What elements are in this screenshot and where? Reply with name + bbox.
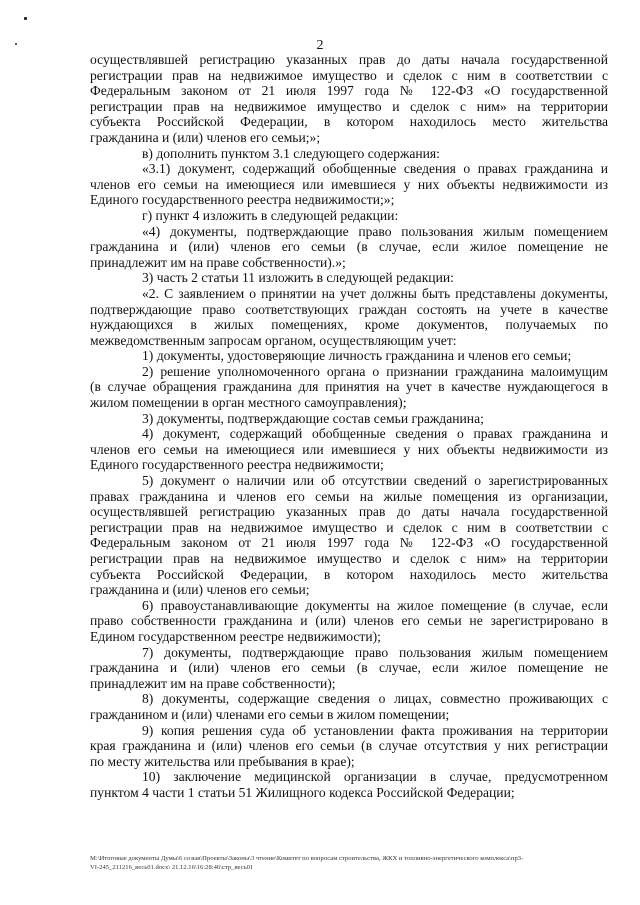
text-line: гражданина и (или) членов его семьи; <box>90 582 310 598</box>
text-line: межведомственным запросам органом, осуществляющим учет: <box>90 332 457 348</box>
text-line: «2. С заявлением о принятии на учет должны быть представлены документы, <box>142 285 608 301</box>
text-line: (в случае обращения гражданина для принятия на учет в качестве нуждающегося в <box>90 379 608 395</box>
text-line: 2) решение уполномоченного органа о признании гражданина малоимущим <box>142 363 608 379</box>
text-line: гражданина и (или) членов его семьи (в случае, если жилое помещение не <box>90 660 608 676</box>
text-line: Едином государственном реестре недвижимости); <box>90 628 381 644</box>
text-line: 3) документы, подтверждающие состав семьи гражданина; <box>142 410 484 426</box>
text-line: осуществлявшей регистрацию указанных прав до даты начала государственной <box>90 504 608 520</box>
text-line: края гражданина и (или) членов его семьи (в случае отсутствия у них регистрации <box>90 738 608 754</box>
text-line: Единого государственного реестра недвижимости; <box>90 457 384 473</box>
text-line: членов его семьи на имеющиеся или имевшиеся у них объекты недвижимости из <box>90 441 608 457</box>
text-line: 5) документ о наличии или об отсутствии сведений о зарегистрированных <box>142 473 608 489</box>
text-line: право собственности гражданина и (или) членов его семьи не зарегистрировано в <box>90 613 608 629</box>
text-line: 6) правоустанавливающие документы на жилое помещение (в случае, если <box>142 597 608 613</box>
text-line: регистрации прав на недвижимое имущество и сделок с ним в соответствии с <box>90 519 608 535</box>
text-line: принадлежит им на праве собственности).»; <box>90 254 346 270</box>
document-body <box>90 52 608 801</box>
text-line: гражданином и (или) членами его семьи в жилом помещении; <box>90 706 450 722</box>
text-line: Федеральным законом от 21 июля 1997 года № 122-ФЗ «О государственной <box>90 535 608 551</box>
text-line: 4) документ, содержащий обобщенные сведения о правах гражданина и <box>142 426 608 442</box>
text-line: гражданина и (или) членов его семьи (в случае, если жилое помещение не <box>90 239 608 255</box>
text-line: Единого государственного реестра недвижимости;»; <box>90 192 395 208</box>
footer-line: M:\Итоговые документы Думы\6 созыв\Проекты\Законы\3 чтение\Комитет по вопросам строительства, ЖКХ и топливно-энергетического комплекса\пр3- <box>90 855 524 862</box>
text-line: 8) документы, содержащие сведения о лицах, совместно проживающих с <box>142 691 608 707</box>
text-line: 9) копия решения суда об установлении факта проживания на территории <box>142 722 608 738</box>
text-line: регистрации прав на недвижимое имущество и сделок с ним в соответствии с <box>90 67 608 83</box>
text-line: г) пункт 4 изложить в следующей редакции: <box>142 207 399 223</box>
text-line: правах гражданина и членов его семьи на жилые помещения из организации, <box>90 488 608 504</box>
text-line: принадлежит им на праве собственности); <box>90 675 336 691</box>
text-line: гражданина и (или) членов его семьи;»; <box>90 129 321 145</box>
text-line: 7) документы, подтверждающие право пользования жилым помещением <box>142 644 608 660</box>
text-line: субъекта Российской Федерации, в котором находилось место жительства <box>90 566 608 582</box>
text-line: жилом помещении в орган местного самоуправления); <box>90 395 407 411</box>
footer-line: VI-245_211216_весь01.docx\ 21.12.16\16:28:46\стр_весь01 <box>90 864 254 871</box>
page-number: 2 <box>316 38 324 53</box>
file-path-footer <box>90 854 610 872</box>
text-line: «4) документы, подтверждающие право пользования жилым помещением <box>142 223 608 239</box>
text-line: 1) документы, удостоверяющие личность гражданина и членов его семьи; <box>142 348 572 364</box>
text-line: подтверждающие право соответствующих граждан состоять на учете в качестве <box>90 301 608 317</box>
text-line: регистрации прав на недвижимое имущество и сделок с ним» на территории <box>90 551 608 566</box>
scan-mark <box>24 17 27 20</box>
text-line: осуществлявшей регистрацию указанных прав до даты начала государственной <box>90 52 608 67</box>
text-line: «3.1) документ, содержащий обобщенные сведения о правах гражданина и <box>142 161 608 177</box>
text-line: 3) часть 2 статьи 11 изложить в следующей редакции: <box>142 270 454 286</box>
text-line: субъекта Российской Федерации, в котором находилось место жительства <box>90 114 608 130</box>
text-line: в) дополнить пунктом 3.1 следующего содержания: <box>142 145 440 161</box>
text-line: регистрации прав на недвижимое имущество и сделок с ним» на территории <box>90 98 608 114</box>
text-line: пунктом 4 части 1 статьи 51 Жилищного кодекса Российской Федерации; <box>90 784 515 800</box>
text-line: членов его семьи на имеющиеся или имевшиеся у них объекты недвижимости из <box>90 176 608 192</box>
text-line: по месту жительства или пребывания в крае); <box>90 753 355 769</box>
text-line: Федеральным законом от 21 июля 1997 года № 122-ФЗ «О государственной <box>90 83 608 99</box>
text-line: 10) заключение медицинской организации в случае, предусмотренном <box>142 769 608 785</box>
text-line: нуждающихся в жилых помещениях, кроме документов, получаемых по <box>90 317 608 333</box>
